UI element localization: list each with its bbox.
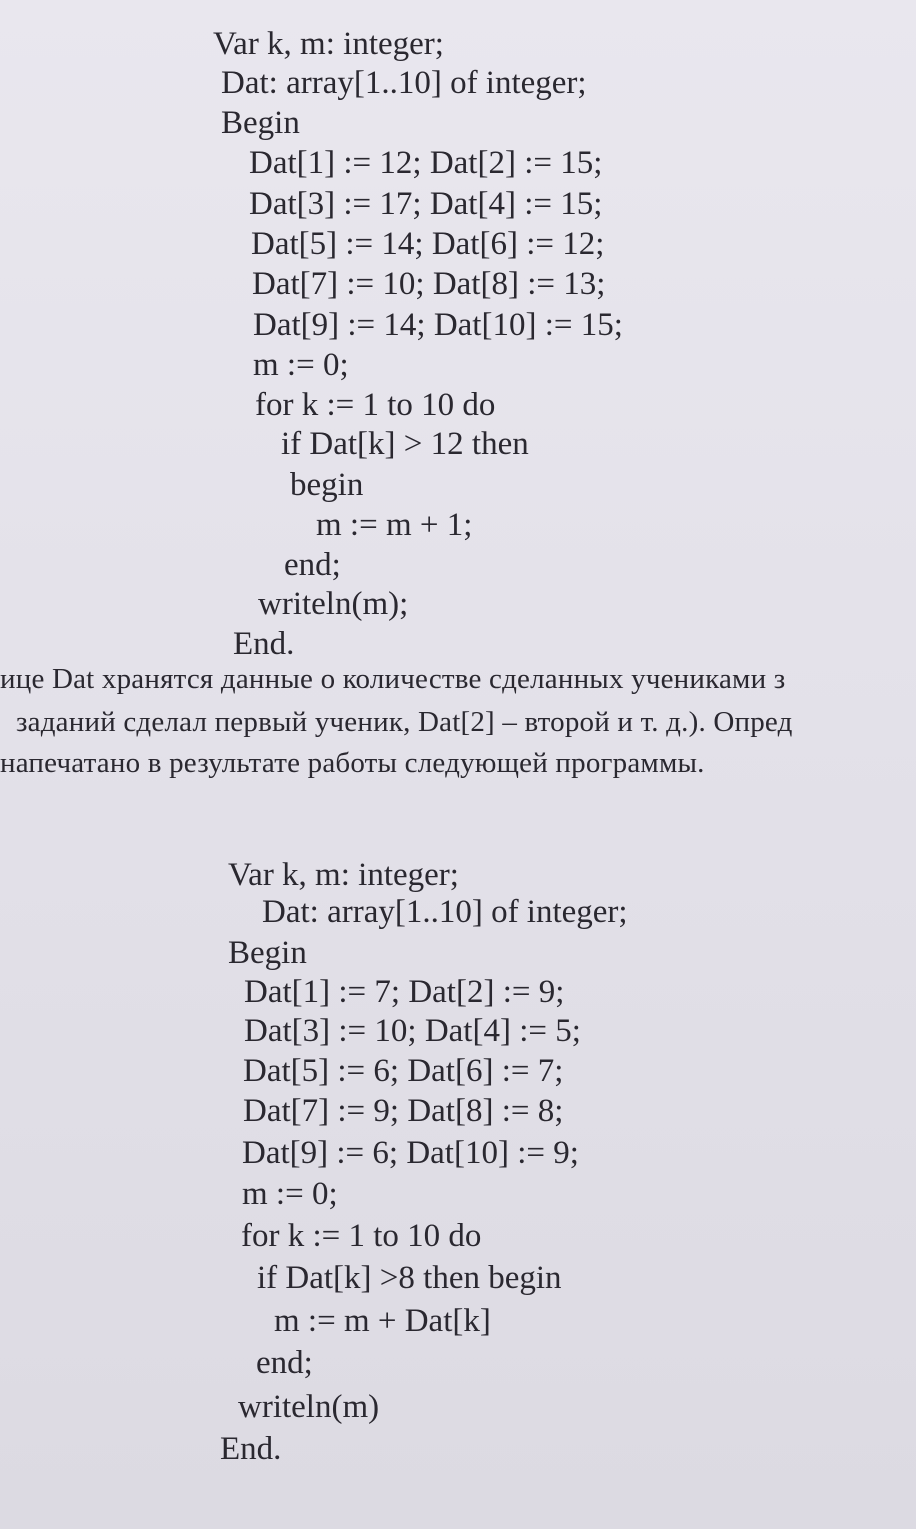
code-line: Dat[9] := 14; Dat[10] := 15; — [253, 307, 623, 343]
code-line: for k := 1 to 10 do — [255, 387, 496, 423]
code-line: for k := 1 to 10 do — [241, 1218, 482, 1254]
code-line: Dat[7] := 9; Dat[8] := 8; — [243, 1093, 564, 1129]
code-line: Var k, m: integer; — [228, 857, 459, 893]
code-line: if Dat[k] > 12 then — [281, 426, 529, 462]
code-line: Dat[5] := 14; Dat[6] := 12; — [251, 226, 605, 262]
code-line: end; — [284, 547, 341, 583]
code-line: m := m + 1; — [316, 507, 473, 543]
code-line: Dat[5] := 6; Dat[6] := 7; — [243, 1053, 564, 1089]
code-line: Begin — [228, 935, 307, 971]
code-line: Dat[3] := 17; Dat[4] := 15; — [249, 186, 603, 222]
code-line: Dat: array[1..10] of integer; — [221, 65, 587, 101]
code-line: End. — [220, 1431, 282, 1467]
code-line: Dat[1] := 12; Dat[2] := 15; — [249, 145, 603, 181]
code-line: end; — [256, 1345, 313, 1381]
code-line: m := m + Dat[k] — [274, 1303, 491, 1339]
code-line: Dat[1] := 7; Dat[2] := 9; — [244, 974, 565, 1010]
code-line: Dat[7] := 10; Dat[8] := 13; — [252, 266, 606, 302]
code-line: begin — [290, 467, 364, 503]
code-line: writeln(m); — [258, 586, 409, 622]
code-line: m := 0; — [242, 1176, 338, 1212]
problem-text-line: заданий сделал первый ученик, Dat[2] – второй и т. д.). Опред — [16, 706, 793, 738]
code-line: m := 0; — [253, 347, 349, 383]
code-line: Var k, m: integer; — [213, 26, 444, 62]
code-line: Begin — [221, 105, 300, 141]
code-line: writeln(m) — [238, 1389, 380, 1425]
code-line: if Dat[k] >8 then begin — [257, 1260, 562, 1296]
code-line: End. — [233, 626, 295, 662]
problem-text-line: напечатано в результате работы следующей программы. — [0, 747, 705, 779]
problem-text-line: ице Dat хранятся данные о количестве сделанных учениками з — [0, 663, 786, 695]
code-line: Dat: array[1..10] of integer; — [262, 894, 628, 930]
code-line: Dat[9] := 6; Dat[10] := 9; — [242, 1135, 579, 1171]
code-line: Dat[3] := 10; Dat[4] := 5; — [244, 1013, 581, 1049]
